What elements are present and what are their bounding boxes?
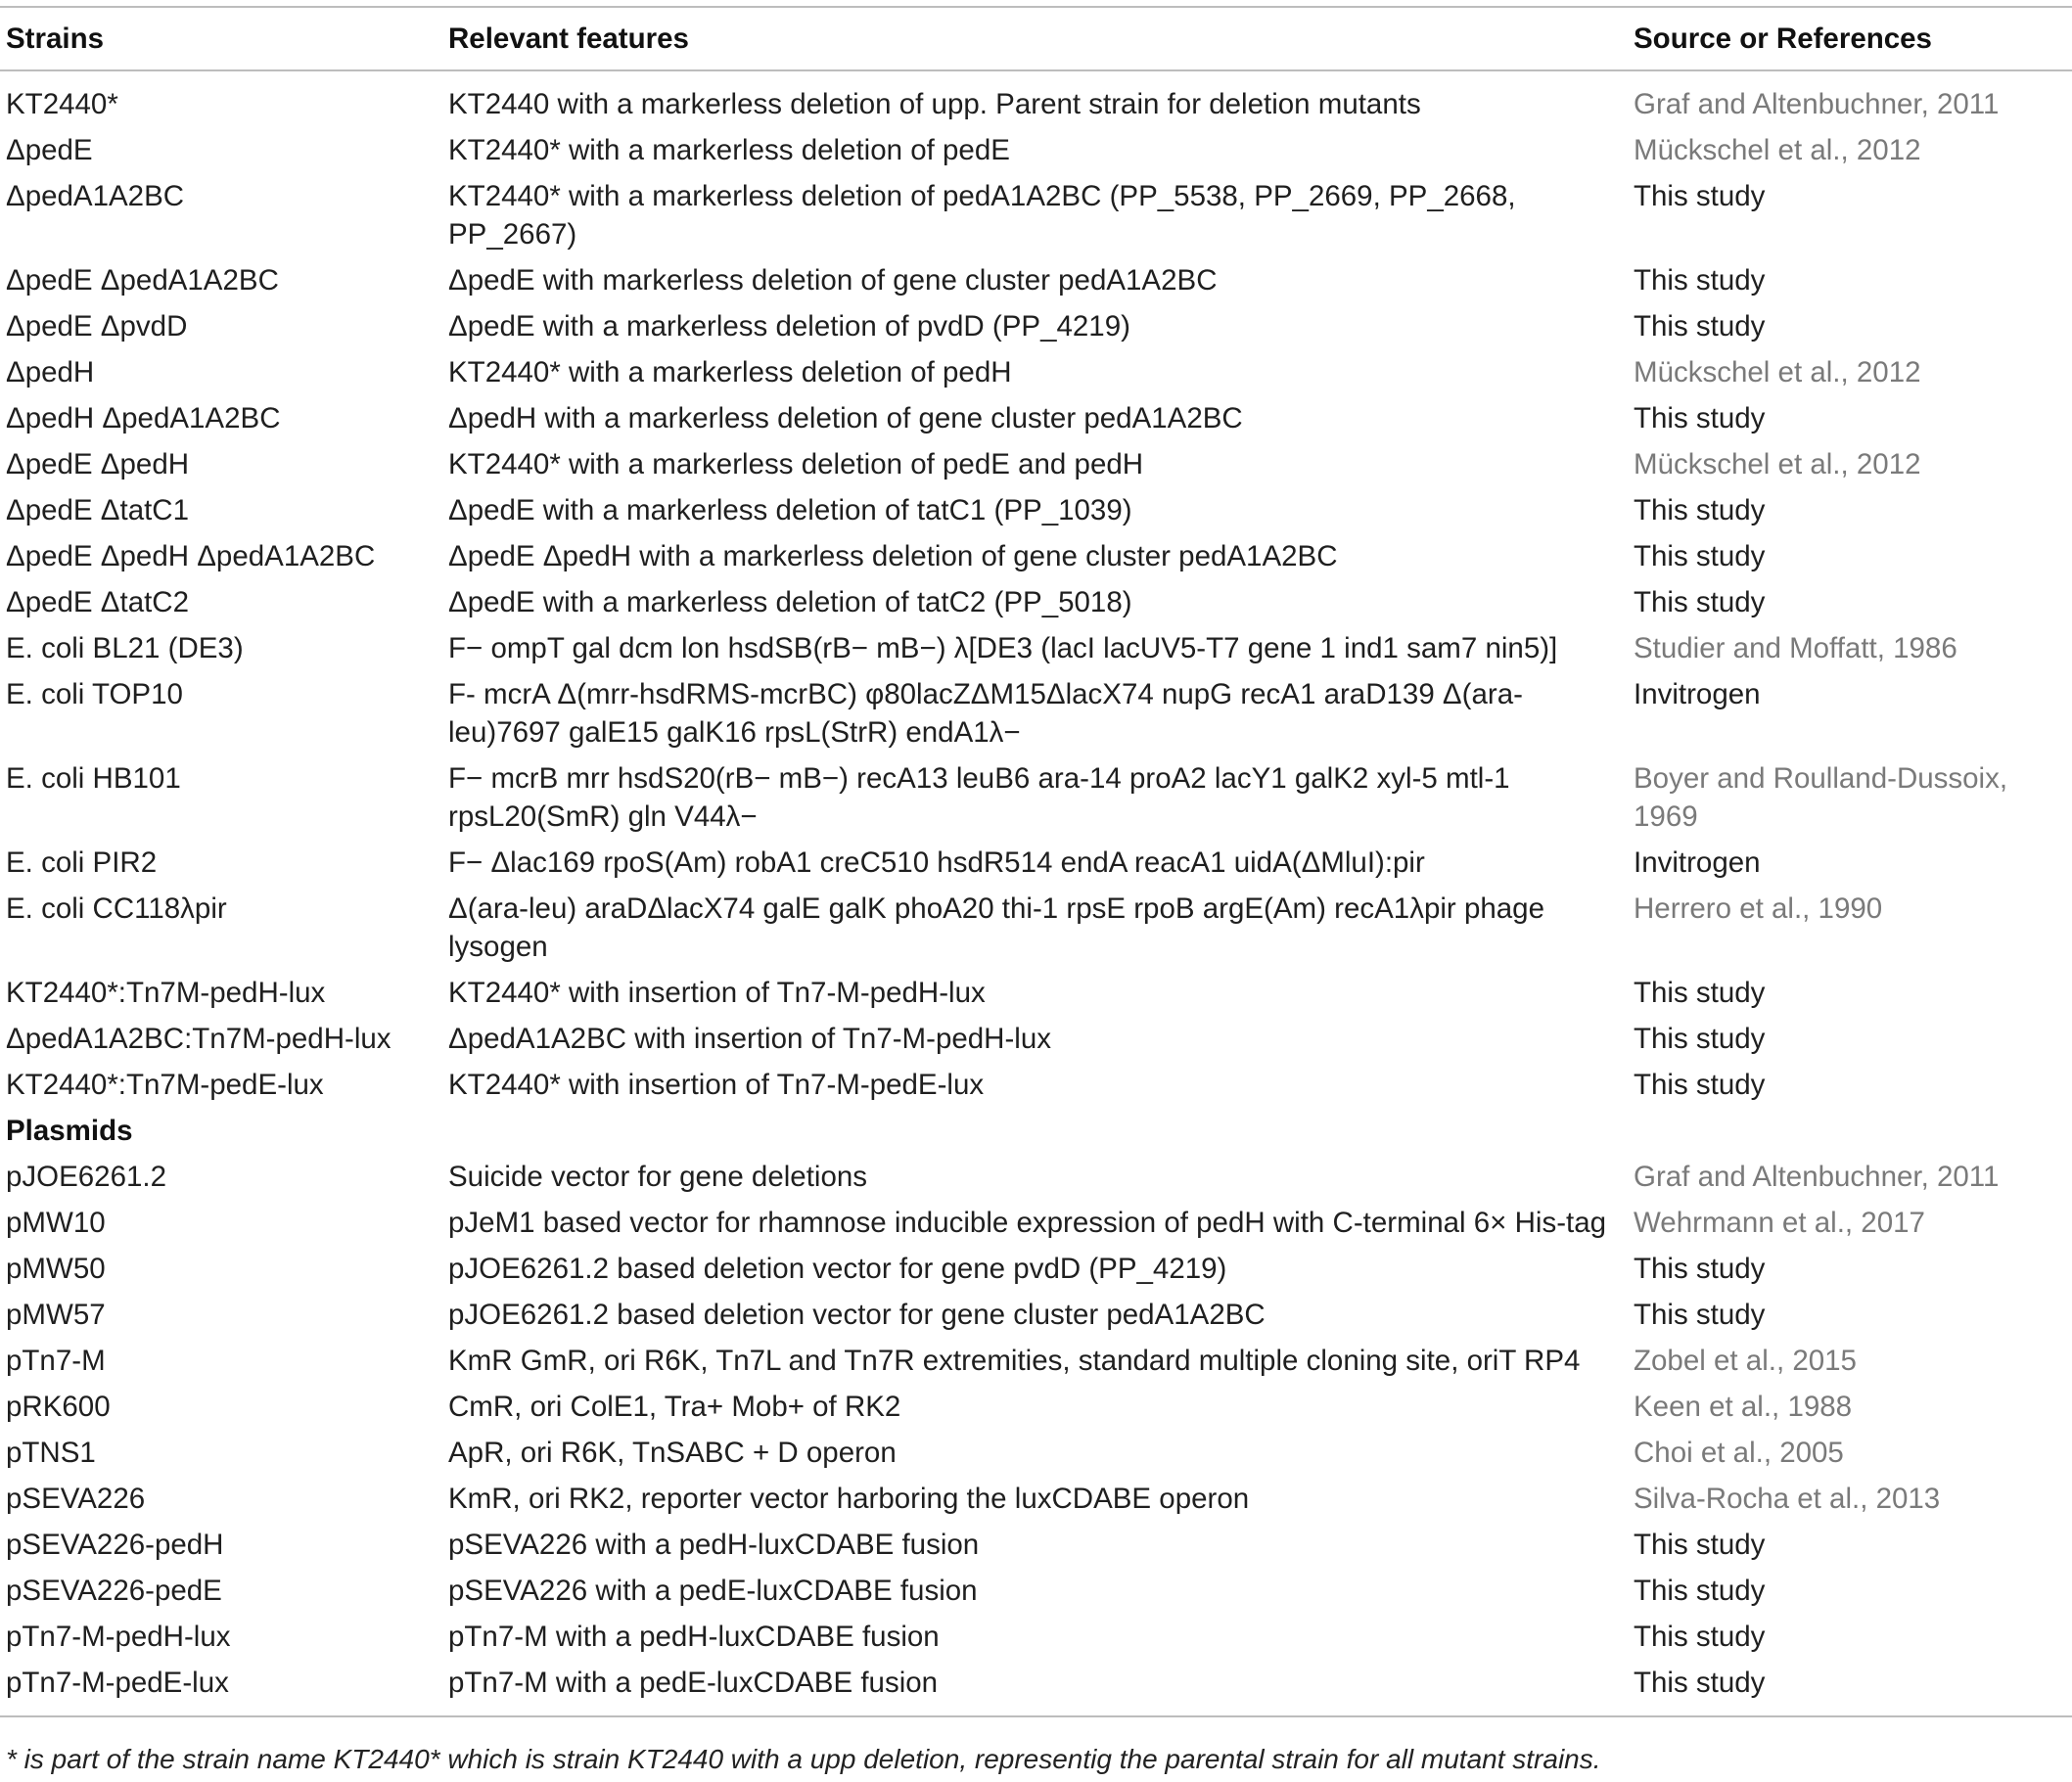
plasmid-source: Keen et al., 1988 — [1634, 1391, 1853, 1423]
strain-name: KT2440* — [6, 88, 118, 120]
plasmid-source: Choi et al., 2005 — [1634, 1437, 1844, 1469]
strain-name: E. coli HB101 — [6, 762, 181, 795]
strain-name: ΔpedA1A2BC — [6, 180, 185, 212]
strain-features: Δ(ara-leu) araDΔlacX74 galE galK phoA20 thi-1 rpsE rpoB argE(Am) recA1λpir phage lysogen — [448, 892, 1544, 963]
strain-features: KT2440* with a markerless deletion of pedE — [448, 134, 1010, 166]
strain-features: ΔpedE with markerless deletion of gene cluster pedA1A2BC — [448, 264, 1218, 297]
strain-name: E. coli CC118λpir — [6, 892, 227, 925]
plasmid-source: Zobel et al., 2015 — [1634, 1345, 1857, 1377]
strain-name: ΔpedE ΔpedH — [6, 448, 190, 480]
table-row — [0, 1476, 2072, 1522]
plasmid-name: pRK600 — [6, 1391, 111, 1423]
strain-name: E. coli BL21 (DE3) — [6, 632, 244, 664]
strain-name: ΔpedE ΔpedA1A2BC — [6, 264, 279, 297]
plasmid-source: Silva-Rocha et al., 2013 — [1634, 1483, 1941, 1515]
table-row — [0, 395, 2072, 441]
plasmid-name: pTn7-M-pedE-lux — [6, 1667, 229, 1699]
table-header-row — [0, 7, 2072, 70]
table-row — [0, 1660, 2072, 1716]
table-row — [0, 1154, 2072, 1200]
strain-name: ΔpedE ΔpvdD — [6, 310, 188, 343]
strain-features: F− Δlac169 rpoS(Am) robA1 creC510 hsdR514 endA reacA1 uidA(ΔMluI):pir — [448, 846, 1425, 879]
strain-features: ΔpedE ΔpedH with a markerless deletion of gene cluster pedA1A2BC — [448, 540, 1338, 572]
table-row — [0, 173, 2072, 257]
plasmid-name: pTn7-M-pedH-lux — [6, 1621, 231, 1653]
strain-name: ΔpedE ΔpedH ΔpedA1A2BC — [6, 540, 376, 572]
header-relevant-features: Relevant features — [442, 7, 1628, 70]
plasmid-source: This study — [1634, 1621, 1766, 1653]
plasmid-source: This study — [1634, 1667, 1766, 1699]
table-row — [0, 1522, 2072, 1568]
strain-name: ΔpedH ΔpedA1A2BC — [6, 402, 281, 434]
strain-source: Mückschel et al., 2012 — [1634, 356, 1921, 388]
strain-features: ΔpedE with a markerless deletion of tatC2 (PP_5018) — [448, 586, 1132, 618]
table-row — [0, 886, 2072, 970]
plasmid-features: pJeM1 based vector for rhamnose inducible expression of pedH with C-terminal 6× His-tag — [448, 1207, 1607, 1239]
strain-name: KT2440*:Tn7M-pedE-lux — [6, 1069, 324, 1101]
plasmid-source: This study — [1634, 1299, 1766, 1331]
table-row — [0, 1246, 2072, 1292]
plasmid-features: pSEVA226 with a pedE-luxCDABE fusion — [448, 1575, 978, 1607]
strain-features: F- mcrA Δ(mrr-hsdRMS-mcrBC) φ80lacZΔM15ΔlacX74 nupG recA1 araD139 Δ(ara-leu)7697 galE15 galK16 rpsL(StrR) endA1λ− — [448, 678, 1523, 749]
strain-source: This study — [1634, 494, 1766, 526]
plasmid-name: pMW57 — [6, 1299, 106, 1331]
table-row — [0, 1338, 2072, 1384]
plasmid-features: KmR GmR, ori R6K, Tn7L and Tn7R extremities, standard multiple cloning site, oriT RP4 — [448, 1345, 1581, 1377]
plasmid-name: pMW50 — [6, 1253, 106, 1285]
strain-source: Herrero et al., 1990 — [1634, 892, 1883, 925]
plasmid-name: pMW10 — [6, 1207, 106, 1239]
table-row — [0, 303, 2072, 349]
table-row — [0, 349, 2072, 395]
plasmid-features: CmR, ori ColE1, Tra+ Mob+ of RK2 — [448, 1391, 901, 1423]
strain-features: KT2440* with a markerless deletion of pedA1A2BC (PP_5538, PP_2669, PP_2668, PP_2667) — [448, 180, 1516, 251]
strain-source: This study — [1634, 310, 1766, 343]
strain-source: This study — [1634, 1069, 1766, 1101]
strain-features: KT2440* with a markerless deletion of pedE and pedH — [448, 448, 1144, 480]
plasmid-features: pJOE6261.2 based deletion vector for gene cluster pedA1A2BC — [448, 1299, 1266, 1331]
plasmid-source: Wehrmann et al., 2017 — [1634, 1207, 1925, 1239]
table-row — [0, 441, 2072, 487]
strain-name: ΔpedE ΔtatC2 — [6, 586, 190, 618]
header-strains: Strains — [0, 7, 442, 70]
strains-plasmids-table — [0, 6, 2072, 1717]
table-row — [0, 1062, 2072, 1108]
strain-name: KT2440*:Tn7M-pedH-lux — [6, 977, 326, 1009]
strain-name: E. coli TOP10 — [6, 678, 183, 710]
table-row — [0, 70, 2072, 127]
table-footnote: * is part of the strain name KT2440* which is strain KT2440 with a upp deletion, representig the parental strain for all mutant strains. — [6, 1744, 1601, 1774]
strain-features: F− ompT gal dcm lon hsdSB(rB− mB−) λ[DE3 (lacI lacUV5-T7 gene 1 ind1 sam7 nin5)] — [448, 632, 1558, 664]
strain-source: This study — [1634, 1023, 1766, 1055]
strain-name: ΔpedA1A2BC:Tn7M-pedH-lux — [6, 1023, 391, 1055]
table-row — [0, 1430, 2072, 1476]
plasmid-features: pTn7-M with a pedE-luxCDABE fusion — [448, 1667, 939, 1699]
table-row — [0, 840, 2072, 886]
strain-source: Graf and Altenbuchner, 2011 — [1634, 88, 2000, 120]
plasmid-source: This study — [1634, 1253, 1766, 1285]
plasmid-name: pTNS1 — [6, 1437, 96, 1469]
plasmid-name: pJOE6261.2 — [6, 1161, 167, 1193]
table-row — [0, 533, 2072, 579]
strain-features: ΔpedE with a markerless deletion of pvdD (PP_4219) — [448, 310, 1130, 343]
strain-source: Boyer and Roulland-Dussoix, 1969 — [1634, 762, 2008, 833]
strain-name: ΔpedE — [6, 134, 93, 166]
strain-features: ΔpedA1A2BC with insertion of Tn7-M-pedH-lux — [448, 1023, 1051, 1055]
strain-source: Mückschel et al., 2012 — [1634, 134, 1921, 166]
header-source: Source or References — [1628, 7, 2072, 70]
table-row — [0, 127, 2072, 173]
strain-name: ΔpedE ΔtatC1 — [6, 494, 190, 526]
strain-features: ΔpedE with a markerless deletion of tatC1 (PP_1039) — [448, 494, 1132, 526]
strain-name: ΔpedH — [6, 356, 95, 388]
strain-source: Invitrogen — [1634, 678, 1761, 710]
strain-source: This study — [1634, 264, 1766, 297]
plasmid-name: pSEVA226-pedE — [6, 1575, 222, 1607]
table-row — [0, 1384, 2072, 1430]
plasmid-name: pSEVA226 — [6, 1483, 146, 1515]
strain-features: KT2440 with a markerless deletion of upp. Parent strain for deletion mutants — [448, 88, 1421, 120]
strain-source: This study — [1634, 586, 1766, 618]
plasmid-features: pSEVA226 with a pedH-luxCDABE fusion — [448, 1529, 980, 1561]
strain-name: E. coli PIR2 — [6, 846, 158, 879]
strain-features: ΔpedH with a markerless deletion of gene cluster pedA1A2BC — [448, 402, 1243, 434]
table-row — [0, 1016, 2072, 1062]
plasmid-source: This study — [1634, 1575, 1766, 1607]
strain-source: Mückschel et al., 2012 — [1634, 448, 1921, 480]
plasmid-features: KmR, ori RK2, reporter vector harboring the luxCDABE operon — [448, 1483, 1250, 1515]
plasmid-name: pTn7-M — [6, 1345, 106, 1377]
table-row — [0, 625, 2072, 671]
plasmid-source: This study — [1634, 1529, 1766, 1561]
table-row — [0, 970, 2072, 1016]
plasmid-features: pTn7-M with a pedH-luxCDABE fusion — [448, 1621, 940, 1653]
table-row — [0, 755, 2072, 840]
table-row — [0, 1292, 2072, 1338]
table-row — [0, 1614, 2072, 1660]
strain-features: F− mcrB mrr hsdS20(rB− mB−) recA13 leuB6 ara-14 proA2 lacY1 galK2 xyl-5 mtl-1 rpsL20(SmR) gln V44λ− — [448, 762, 1510, 833]
table-row — [0, 1568, 2072, 1614]
plasmid-source: Graf and Altenbuchner, 2011 — [1634, 1161, 2000, 1193]
table-row — [0, 1200, 2072, 1246]
strain-source: This study — [1634, 180, 1766, 212]
plasmid-features: ApR, ori R6K, TnSABC + D operon — [448, 1437, 897, 1469]
section-heading-row — [0, 1108, 2072, 1154]
plasmid-features: pJOE6261.2 based deletion vector for gene pvdD (PP_4219) — [448, 1253, 1227, 1285]
table-row — [0, 487, 2072, 533]
strain-source: Studier and Moffatt, 1986 — [1634, 632, 1957, 664]
strain-source: This study — [1634, 977, 1766, 1009]
strain-features: KT2440* with insertion of Tn7-M-pedE-lux — [448, 1069, 985, 1101]
strain-source: This study — [1634, 540, 1766, 572]
strain-source: Invitrogen — [1634, 846, 1761, 879]
section-heading-plasmids: Plasmids — [6, 1115, 133, 1147]
table-row — [0, 257, 2072, 303]
strain-source: This study — [1634, 402, 1766, 434]
plasmid-name: pSEVA226-pedH — [6, 1529, 224, 1561]
strain-features: KT2440* with insertion of Tn7-M-pedH-lux — [448, 977, 986, 1009]
table-row — [0, 671, 2072, 755]
table-row — [0, 579, 2072, 625]
plasmid-features: Suicide vector for gene deletions — [448, 1161, 868, 1193]
strain-features: KT2440* with a markerless deletion of pedH — [448, 356, 1012, 388]
